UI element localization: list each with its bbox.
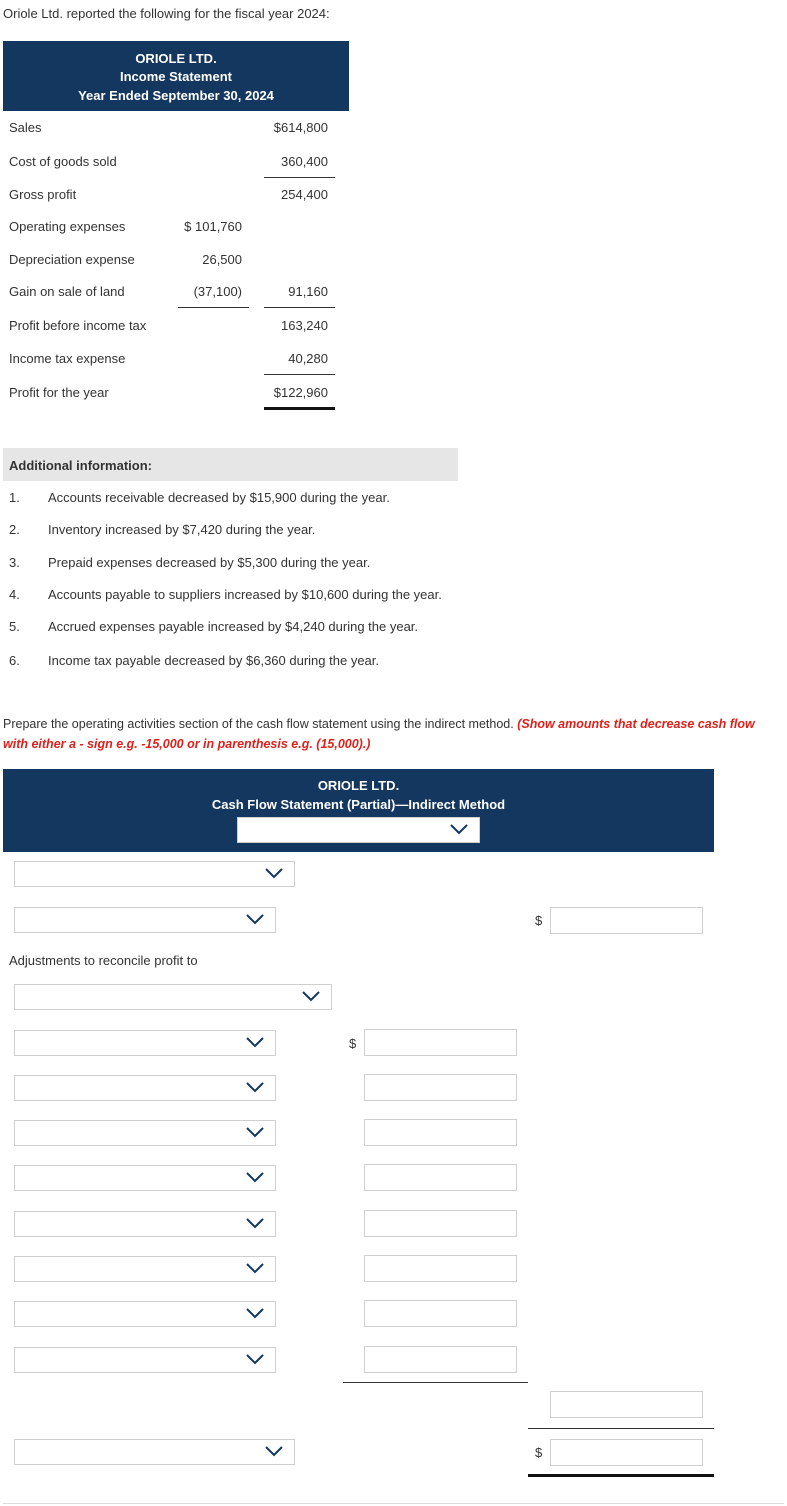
row-label: Gross profit xyxy=(9,187,77,202)
adjustment-amount-input[interactable] xyxy=(364,1300,517,1327)
info-item-number: 1. xyxy=(9,490,20,505)
info-item-text: Accounts payable to suppliers increased by $10,600 during the year. xyxy=(48,587,442,602)
intro-text: Oriole Ltd. reported the following for the fiscal year 2024: xyxy=(3,6,330,21)
cash-flow-header xyxy=(3,769,714,852)
underline xyxy=(264,307,335,308)
chevron-down-icon xyxy=(245,1124,265,1140)
dollar-sign: $ xyxy=(535,1445,543,1460)
cf-company-name: ORIOLE LTD. xyxy=(317,778,400,793)
chevron-down-icon xyxy=(245,1215,265,1231)
row-label: Cost of goods sold xyxy=(9,154,117,169)
row-outer-value: 163,240 xyxy=(281,318,328,333)
adjustment-item-select[interactable] xyxy=(14,1347,276,1373)
chevron-down-icon xyxy=(264,865,284,881)
adjustment-item-select[interactable] xyxy=(14,1030,276,1056)
adjustment-item-select[interactable] xyxy=(14,1301,276,1327)
income-statement-header xyxy=(3,41,349,111)
row-label: Income tax expense xyxy=(9,351,126,366)
chevron-down-icon xyxy=(245,1079,265,1095)
additional-info-title: Additional information: xyxy=(9,458,152,473)
total-adjustments-underline xyxy=(528,1428,714,1429)
row-label: Profit for the year xyxy=(9,385,109,400)
row-inner-value: $ 101,760 xyxy=(184,219,242,234)
double-underline xyxy=(264,407,335,410)
adjustment-item-select[interactable] xyxy=(14,1120,276,1146)
section-heading-select[interactable] xyxy=(14,861,295,887)
row-label: Sales xyxy=(9,120,42,135)
chevron-down-icon xyxy=(245,1034,265,1050)
chevron-down-icon xyxy=(245,1260,265,1276)
period-select[interactable] xyxy=(237,817,480,843)
net-cash-amount-input[interactable] xyxy=(550,1439,703,1466)
info-item-text: Accounts receivable decreased by $15,900 during the year. xyxy=(48,490,390,505)
bottom-divider xyxy=(3,1503,784,1504)
info-item-number: 2. xyxy=(9,522,20,537)
adjustment-item-select[interactable] xyxy=(14,1211,276,1237)
row-outer-value: 254,400 xyxy=(281,187,328,202)
adjustment-amount-input[interactable] xyxy=(364,1074,517,1101)
instructions-main: Prepare the operating activities section of the cash flow statement using the indirect method. xyxy=(3,717,514,731)
statement-title: Income Statement xyxy=(120,69,232,84)
info-item-text: Accrued expenses payable increased by $4,240 during the year. xyxy=(48,619,419,634)
row-inner-value: 26,500 xyxy=(202,252,242,267)
row-label: Profit before income tax xyxy=(9,318,147,333)
row-outer-value: 40,280 xyxy=(288,351,328,366)
instructions-note: (Show amounts that decrease cash flow with either a - sign e.g. -15,000 or in parenthesis e.g. (15,000).) xyxy=(3,717,755,751)
row-outer-value: 360,400 xyxy=(281,154,328,169)
chevron-down-icon xyxy=(245,1305,265,1321)
adjustment-amount-input[interactable] xyxy=(364,1210,517,1237)
chevron-down-icon xyxy=(245,1351,265,1367)
chevron-down-icon xyxy=(301,988,321,1004)
instructions xyxy=(3,714,783,754)
total-adjustments-input[interactable] xyxy=(550,1391,703,1418)
adjustments-label: Adjustments to reconcile profit to xyxy=(9,953,198,968)
adjustments-subheading-select[interactable] xyxy=(14,984,332,1010)
row-outer-value: 91,160 xyxy=(288,284,328,299)
net-cash-double-underline xyxy=(528,1474,714,1477)
underline xyxy=(264,177,335,178)
adjustments-underline xyxy=(343,1382,528,1383)
info-item-text: Inventory increased by $7,420 during the year. xyxy=(48,522,316,537)
profit-line-select[interactable] xyxy=(14,907,276,933)
info-item-text: Prepaid expenses decreased by $5,300 during the year. xyxy=(48,555,371,570)
company-name: ORIOLE LTD. xyxy=(135,51,217,66)
adjustment-amount-input[interactable] xyxy=(364,1255,517,1282)
row-outer-value: $614,800 xyxy=(273,120,328,135)
net-cash-line-select[interactable] xyxy=(14,1439,295,1465)
chevron-down-icon xyxy=(245,911,265,927)
row-label: Operating expenses xyxy=(9,219,126,234)
row-inner-value: (37,100) xyxy=(193,284,242,299)
adjustment-amount-input[interactable] xyxy=(364,1164,517,1191)
chevron-down-icon xyxy=(264,1443,284,1459)
profit-amount-input[interactable] xyxy=(550,907,703,934)
info-item-text: Income tax payable decreased by $6,360 during the year. xyxy=(48,653,379,668)
additional-info-header xyxy=(3,448,458,481)
info-item-number: 3. xyxy=(9,555,20,570)
row-label: Depreciation expense xyxy=(9,252,135,267)
adjustment-amount-input[interactable] xyxy=(364,1346,517,1373)
adjustment-amount-input[interactable] xyxy=(364,1029,517,1056)
underline xyxy=(178,307,249,308)
info-item-number: 6. xyxy=(9,653,20,668)
adjustment-item-select[interactable] xyxy=(14,1165,276,1191)
statement-period: Year Ended September 30, 2024 xyxy=(78,88,274,103)
chevron-down-icon xyxy=(245,1169,265,1185)
adjustment-amount-input[interactable] xyxy=(364,1119,517,1146)
row-outer-value: $122,960 xyxy=(273,385,328,400)
info-item-number: 4. xyxy=(9,587,20,602)
dollar-sign: $ xyxy=(349,1036,357,1051)
dollar-sign: $ xyxy=(535,913,543,928)
chevron-down-icon xyxy=(449,821,469,837)
underline xyxy=(264,374,335,375)
adjustment-item-select[interactable] xyxy=(14,1075,276,1101)
row-label: Gain on sale of land xyxy=(9,284,125,299)
cf-statement-title: Cash Flow Statement (Partial)—Indirect Method xyxy=(211,797,506,812)
adjustment-item-select[interactable] xyxy=(14,1256,276,1282)
info-item-number: 5. xyxy=(9,619,20,634)
